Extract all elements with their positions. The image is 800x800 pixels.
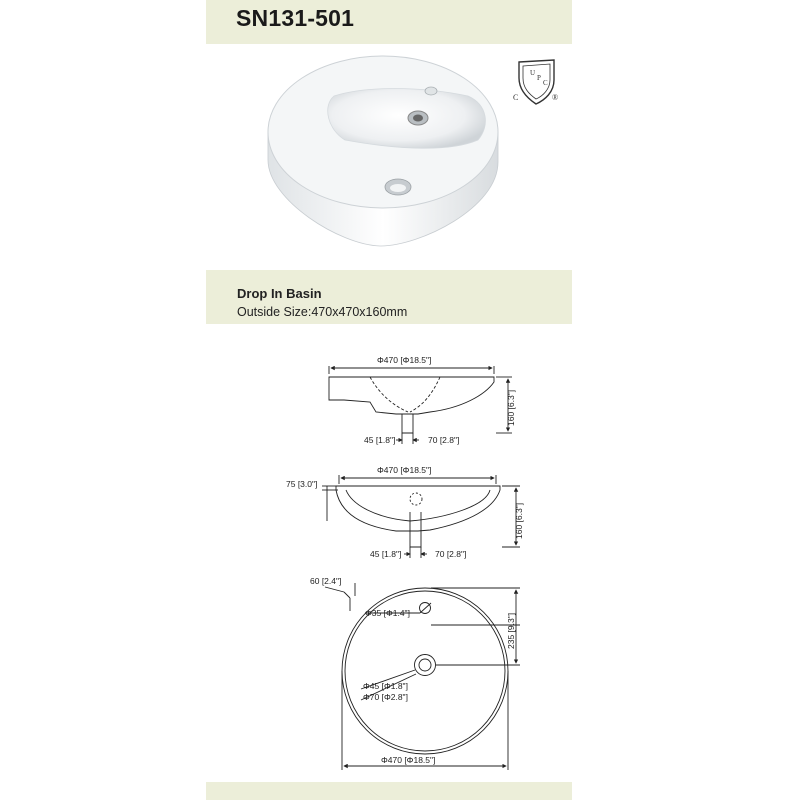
section-view-drawing: [322, 475, 520, 558]
side-drain-right-label: 70 [2.8"]: [428, 435, 460, 445]
product-size: Outside Size:470x470x160mm: [237, 305, 408, 319]
faucet-hole-icon: [385, 179, 411, 195]
upc-letter-c: C: [543, 79, 548, 87]
top-faucet-hole-label: Φ35 [Φ1.4"]: [365, 608, 410, 618]
section-width-label: Φ470 [Φ18.5"]: [377, 465, 432, 475]
basin-photo: [268, 56, 498, 246]
top-rim-label: 60 [2.4"]: [310, 576, 342, 586]
drain-icon: [408, 111, 428, 125]
top-depth-label: 235 [9.3"]: [506, 612, 516, 649]
cert-c-letter: C: [513, 93, 519, 102]
top-width-label: Φ470 [Φ18.5"]: [381, 755, 436, 765]
top-drain-inner-label: Φ45 [Φ1.8"]: [363, 681, 408, 691]
side-width-label: Φ470 [Φ18.5"]: [377, 355, 432, 365]
side-drain-left-label: 45 [1.8"]: [364, 435, 396, 445]
section-drain-right-label: 70 [2.8"]: [435, 549, 467, 559]
upc-certification-mark: [513, 60, 558, 104]
upc-letter-u: U: [530, 69, 536, 77]
section-height-label: 160 [6.3"]: [514, 502, 524, 539]
upc-letter-p: P: [537, 74, 541, 82]
section-rim-label: 75 [3.0"]: [286, 479, 318, 489]
side-view-drawing: [329, 366, 512, 444]
section-drain-left-label: 45 [1.8"]: [370, 549, 402, 559]
product-type: Drop In Basin: [237, 286, 322, 301]
registered-icon: ®: [552, 93, 559, 102]
model-number: SN131-501: [236, 5, 355, 31]
top-drain-outer-label: Φ70 [Φ2.8"]: [363, 692, 408, 702]
top-view-drawing: [325, 583, 520, 770]
side-height-label: 160 [6.3"]: [506, 389, 516, 426]
